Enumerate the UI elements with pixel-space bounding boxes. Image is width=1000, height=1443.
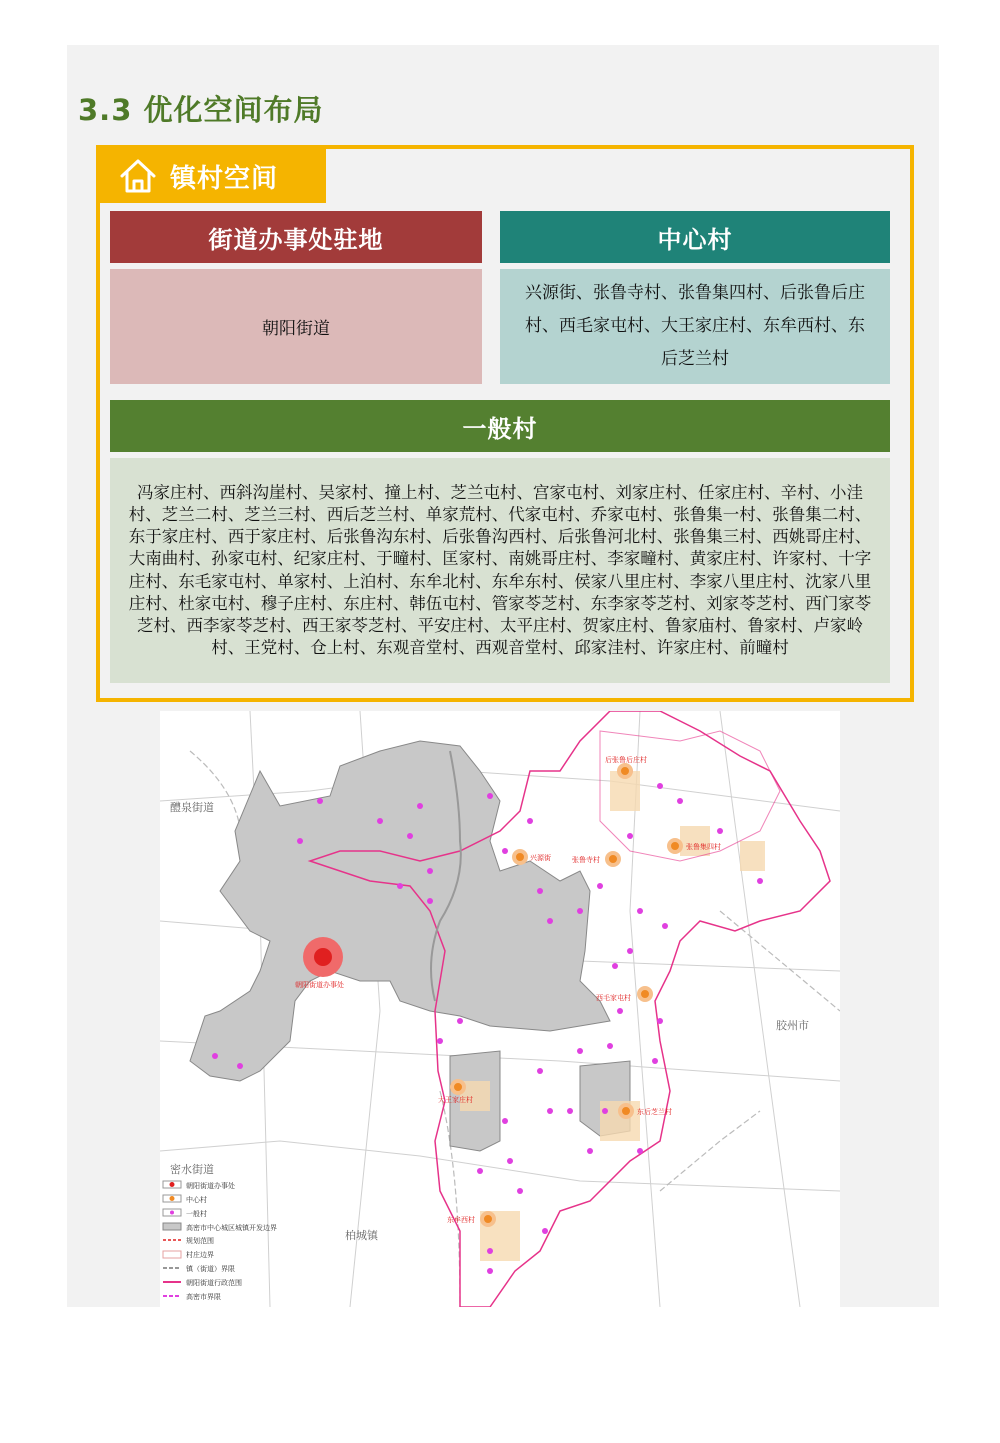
legend-admin: 朝阳街道行政范围 [186,1279,242,1287]
label-center-4: 张鲁集四村 [686,843,721,851]
legend-general: 一般村 [186,1210,207,1218]
label-center-2: 兴源街 [530,854,551,862]
label-office: 朝阳街道办事处 [295,981,344,989]
home-icon [118,157,158,195]
village-map [160,711,840,1307]
region-label-baicheng: 柏城镇 [345,1229,378,1242]
village-space-panel [96,145,914,702]
region-label-liquan: 醴泉街道 [170,801,214,814]
legend-village: 村庄边界 [186,1251,214,1259]
label-center-5: 西毛家屯村 [596,994,631,1002]
center-village-header: 中心村 [500,211,890,263]
general-village-header: 一般村 [110,400,890,452]
region-label-mishui: 密水街道 [170,1163,214,1176]
center-village-body: 兴源街、张鲁寺村、张鲁集四村、后张鲁后庄村、西毛家屯村、大王家庄村、东牟西村、东后芝兰村 [500,269,890,384]
label-center-6: 大王家庄村 [438,1096,473,1104]
label-center-1: 后张鲁后庄村 [605,756,647,764]
general-village-body: 冯家庄村、西斜沟崖村、吴家村、撞上村、芝兰屯村、宫家屯村、刘家庄村、任家庄村、辛村、小洼村、芝兰二村、芝兰三村、西后芝兰村、单家荒村、代家屯村、乔家屯村、张鲁集一村、张鲁集二村、东于家庄村、西于家庄村、后张鲁沟东村、后张鲁沟西村、后张鲁河北村、张鲁集三村、西姚哥庄村、大南曲村、孙家屯村、纪家庄村、于疃村、匡家村、南姚哥庄村、李家疃村、黄家庄村、许家村、十字庄村、东毛家屯村、单家村、上泊村、东牟北村、东牟东村、侯家八里庄村、李家八里庄村、沈家八里庄村、杜家屯村、穆子庄村、东庄村、韩伍屯村、管家苓芝村、东李家苓芝村、刘家苓芝村、西门家苓芝村、西李家苓芝村、西王家苓芝村、平安庄村、太平庄村、贺家庄村、鲁家庙村、鲁家村、卢家岭村、王党村、仓上村、东观音堂村、西观音堂村、邱家洼村、许家庄村、前疃村 [110,458,890,683]
section-title: 3.3 优化空间布局 [78,93,324,127]
legend-city: 高密市界限 [186,1293,221,1301]
office-body: 朝阳街道 [110,269,482,384]
label-center-7: 东后芝兰村 [637,1108,672,1116]
legend-urban: 高密市中心城区城镇开发边界 [186,1224,277,1232]
label-center-3: 张鲁寺村 [572,856,600,864]
region-label-jiaozhou: 胶州市 [776,1019,809,1032]
panel-tab-label: 镇村空间 [170,163,279,194]
label-center-8: 东牟西村 [447,1216,475,1224]
panel-tab [100,149,326,203]
legend-center: 中心村 [186,1196,207,1204]
legend-town: 镇（街道）界限 [186,1265,235,1273]
legend-planning: 规划范围 [186,1237,214,1245]
office-header: 街道办事处驻地 [110,211,482,263]
legend-office: 朝阳街道办事处 [186,1182,235,1190]
